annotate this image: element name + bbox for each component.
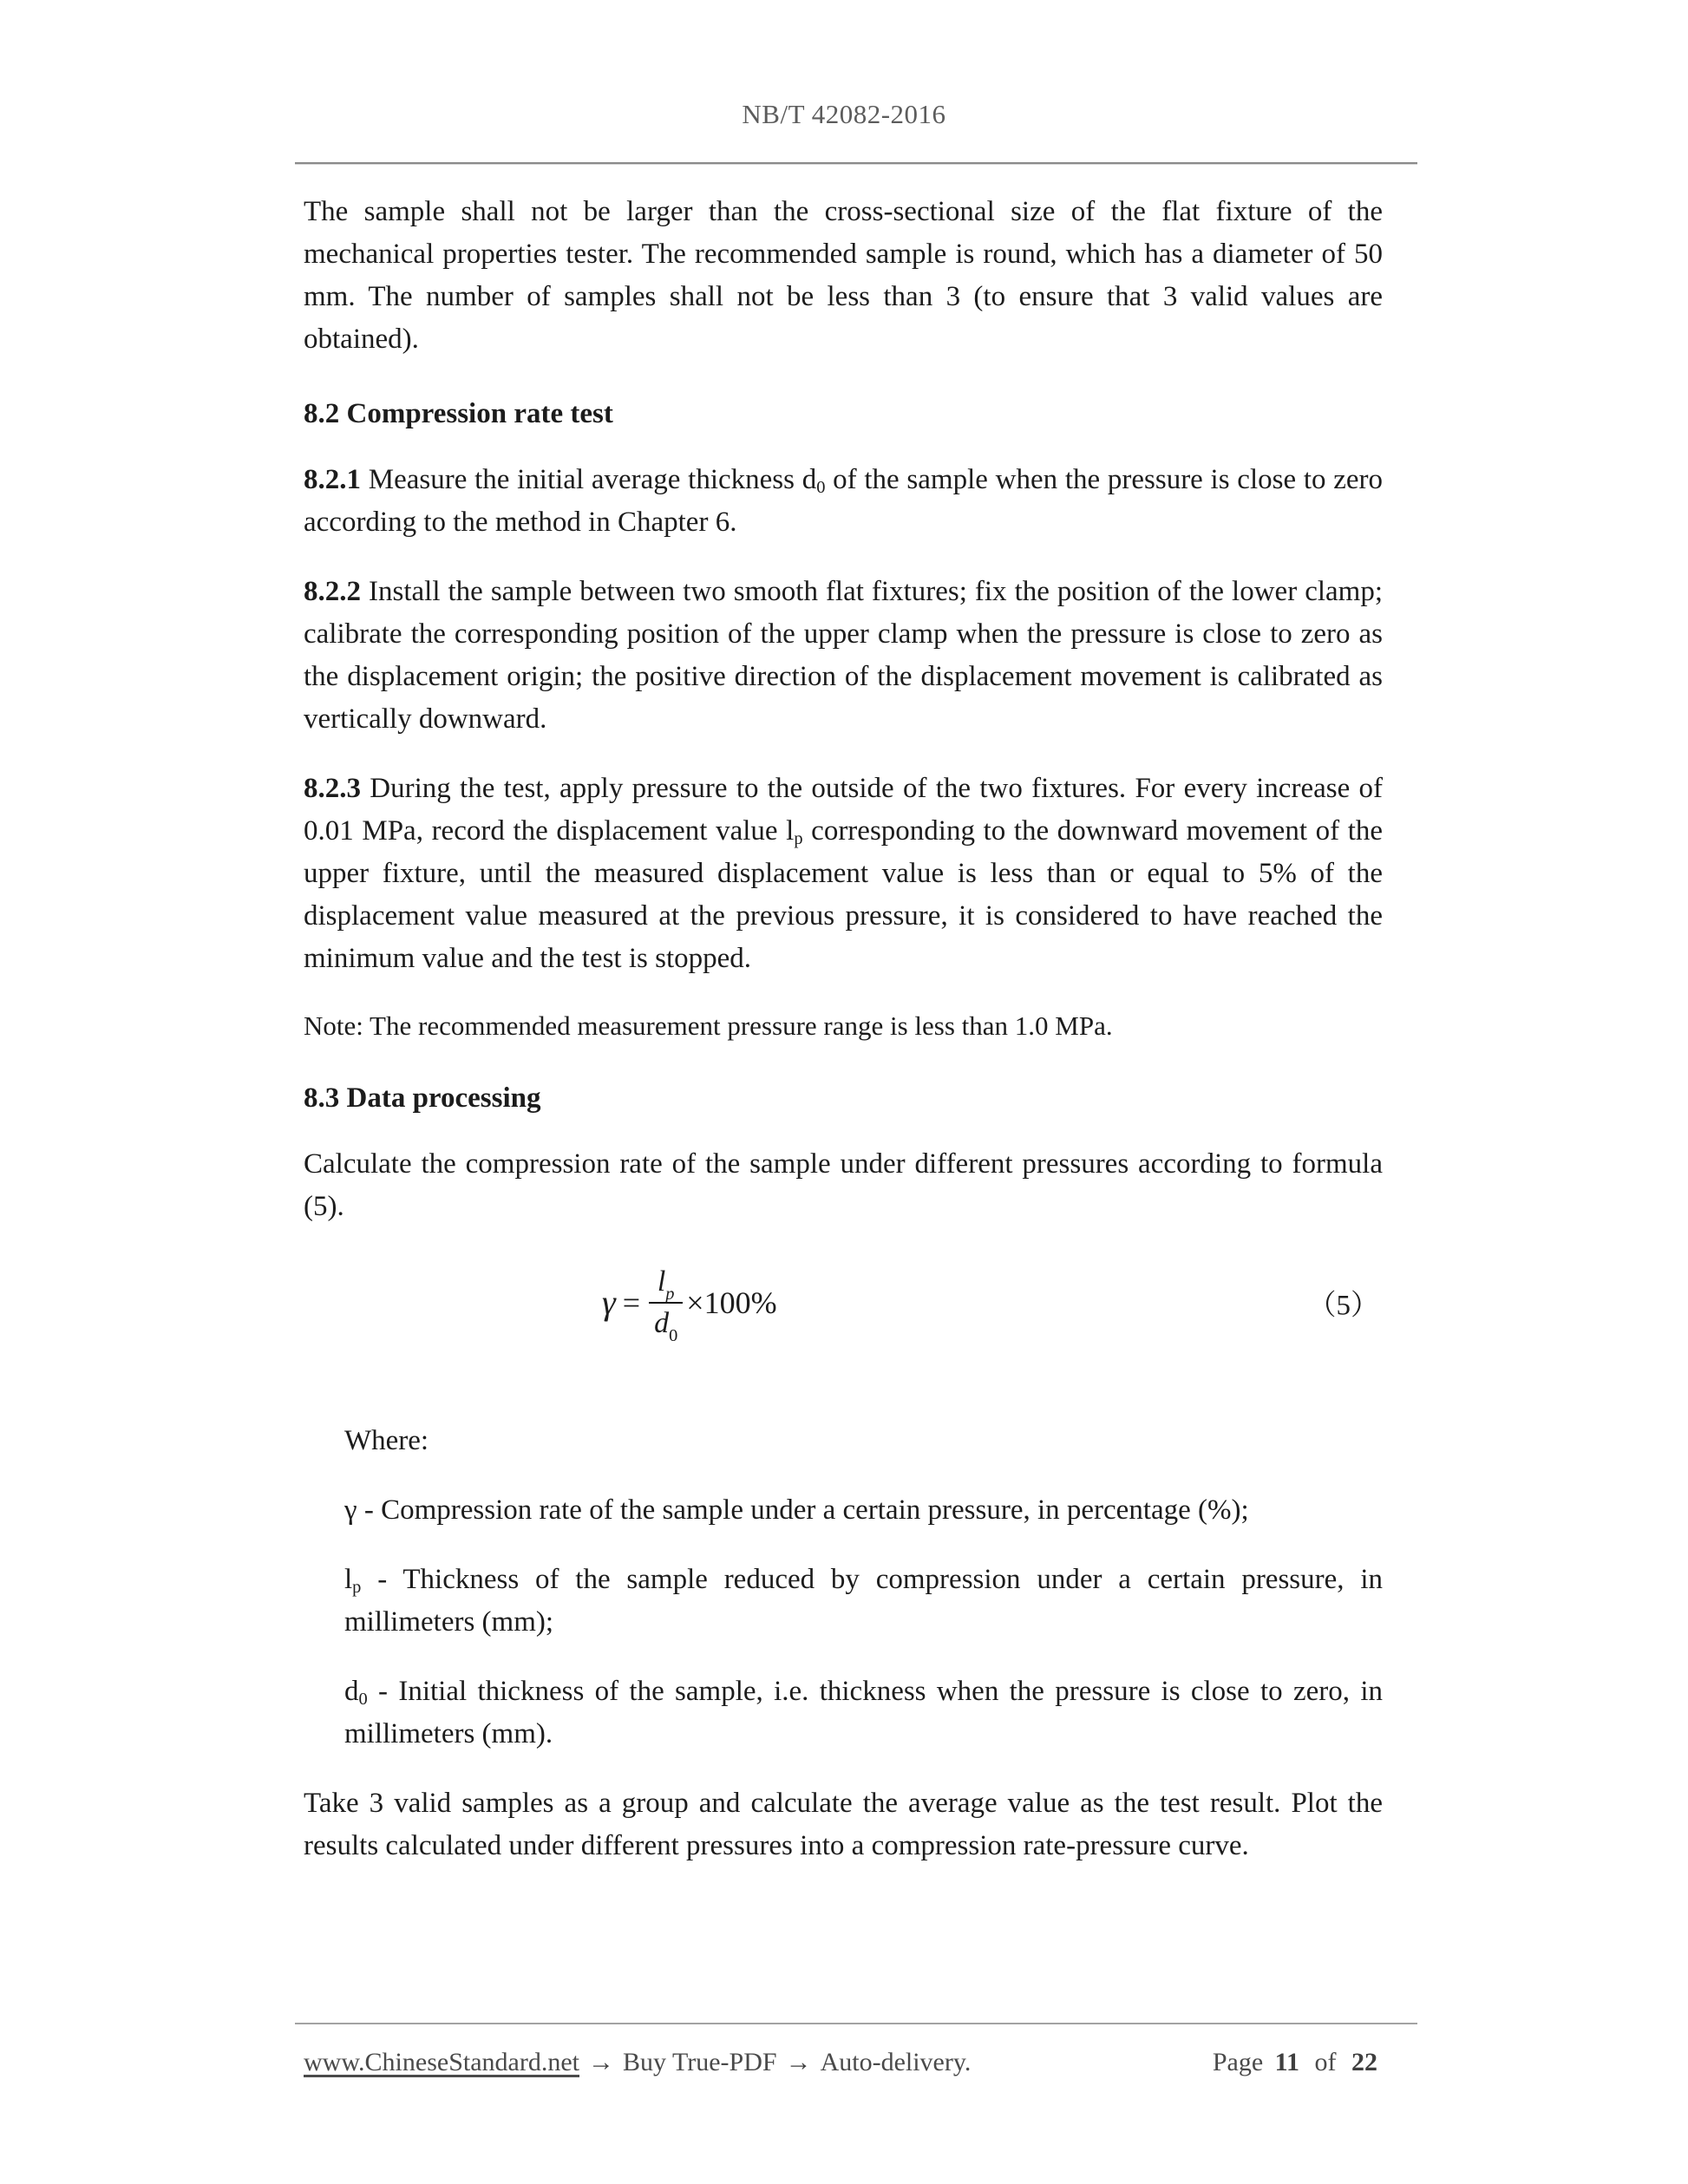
footer-step-buy: Buy True-PDF bbox=[623, 2048, 777, 2076]
heading-8-3: 8.3 Data processing bbox=[304, 1082, 541, 1114]
definition-lp: $l_p$ - Thickness of the sample reduced by compression under a certain pressure, in millimeters (mm); bbox=[344, 1564, 1383, 1638]
formula-5 bbox=[304, 1255, 1383, 1350]
note-paragraph: Note: The recommended measurement pressure range is less than 1.0 MPa. bbox=[304, 1010, 1113, 1041]
footer-rule bbox=[295, 2023, 1417, 2024]
current-page-number: 11 bbox=[1274, 2048, 1299, 2076]
equation-number: （5） bbox=[1307, 1290, 1379, 1322]
arrow-icon: → bbox=[588, 2048, 614, 2076]
header-rule bbox=[295, 162, 1417, 164]
page-indicator bbox=[1213, 2047, 1383, 2078]
footer-source-line bbox=[304, 2047, 971, 2078]
standard-number-title: NB/T 42082-2016 bbox=[742, 99, 946, 129]
fraction-numerator: $l_p$ bbox=[649, 1265, 683, 1304]
footer-row bbox=[295, 2047, 1417, 2078]
total-page-number: 22 bbox=[1351, 2048, 1377, 2076]
formula-expression bbox=[602, 1265, 777, 1346]
paragraph-8-2-1: 8.2.1 Measure the initial average thickness $d_0$ of the sample when the pressure is close to zero according to the method in Chapter 6. bbox=[304, 464, 1384, 538]
formula-fraction bbox=[649, 1265, 683, 1346]
where-label: Where: bbox=[344, 1425, 429, 1456]
page-label: Page bbox=[1212, 2048, 1264, 2076]
page-content bbox=[0, 191, 1688, 1867]
page-header bbox=[0, 97, 1688, 164]
arrow-icon: → bbox=[785, 2048, 812, 2076]
fraction-denominator: $d_0$ bbox=[654, 1307, 678, 1346]
website-link[interactable]: www.ChineseStandard.net bbox=[304, 2048, 579, 2076]
denominator-subscript: 0 bbox=[669, 1326, 678, 1346]
paragraph-closing: Take 3 valid samples as a group and calculate the average value as the test result. Plot the results calculated under different pressures into a compression rate-pressure curve. bbox=[304, 1788, 1383, 1861]
definition-gamma: γ - Compression rate of the sample under a certain pressure, in percentage (%); bbox=[344, 1494, 1249, 1526]
paragraph-8-3-intro: Calculate the compression rate of the sample under different pressures according to formula (5). bbox=[304, 1148, 1383, 1222]
definition-d0: $d_0$ - Initial thickness of the sample, i.e. thickness when the pressure is close to zero, in millimeters (mm). bbox=[344, 1676, 1383, 1749]
paragraph-8-2-3: 8.2.3 During the test, apply pressure to the outside of the two fixtures. For every increase of 0.01 MPa, record the displacement value $l_p$ corresponding to the downward movement of the upper fixture, until the measured displacement value is less than or equal to 5% of the displacement value measured at the previous pressure, it is considered to have reached the minimum value and the test is stopped. bbox=[304, 773, 1384, 974]
where-definitions bbox=[304, 1420, 1383, 1756]
footer-step-delivery: Auto-delivery. bbox=[820, 2048, 972, 2076]
page-footer bbox=[295, 2023, 1417, 2078]
paragraph-8-2-2: 8.2.2 Install the sample between two smooth flat fixtures; fix the position of the lower clamp; calibrate the corresponding position of the upper clamp when the pressure is close to zero as the displacement origin; the positive direction of the displacement movement is calibrated as vertically downward. bbox=[304, 576, 1384, 735]
formula-equals-sign: = bbox=[622, 1285, 641, 1320]
of-label: of bbox=[1314, 2048, 1337, 2076]
paragraph-sample-requirements: The sample shall not be larger than the cross-sectional size of the flat fixture of the mechanical properties tester. The recommended sample is round, which has a diameter of 50 mm. The number of samples shall not be less than 3 (to ensure that 3 valid values are obtained). bbox=[304, 196, 1383, 355]
heading-8-2: 8.2 Compression rate test bbox=[304, 398, 613, 429]
formula-multiplier: ×100% bbox=[686, 1285, 777, 1320]
formula-gamma-symbol: γ bbox=[602, 1283, 616, 1322]
numerator-subscript: p bbox=[665, 1285, 675, 1305]
